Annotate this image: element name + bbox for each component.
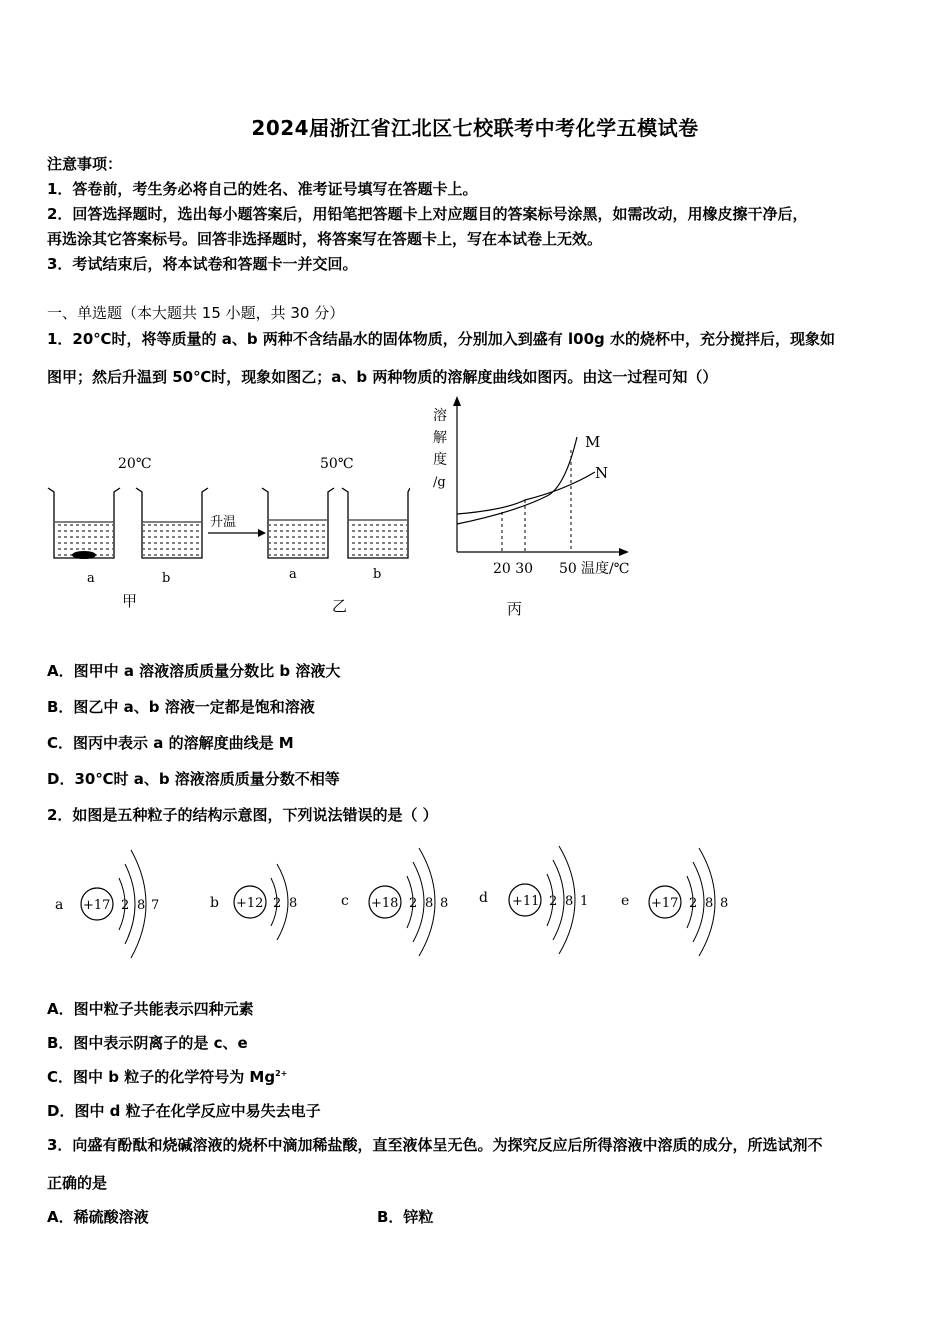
label-b-jia: b [162, 571, 171, 586]
label-a-jia: a [87, 571, 95, 586]
curve-M [457, 437, 577, 524]
label-a-yi: a [289, 567, 297, 582]
q1-option-b: B．图乙中 a、b 溶液一定都是饱和溶液 [47, 698, 315, 716]
particle-e-shell-2: 8 [705, 896, 714, 911]
particle-a-shell-3: 7 [151, 898, 160, 913]
notice-item-2b: 再选涂其它答案标号。回答非选择题时，将答案写在答题卡上，写在本试卷上无效。 [47, 230, 603, 248]
particle-c-shell-3: 8 [440, 896, 449, 911]
ylabel-char-4: /g [433, 475, 446, 490]
page-title: 2024届浙江省江北区七校联考中考化学五模试卷 [251, 116, 699, 140]
ylabel-char-3: 度 [433, 452, 447, 468]
particle-a-shell-1: 2 [121, 898, 130, 913]
section-heading: 一、单选题（本大题共 15 小题，共 30 分） [47, 304, 345, 322]
particle-c-shell-1: 2 [409, 896, 418, 911]
q2-particles-figure [45, 840, 745, 965]
q3-option-b: B．锌粒 [377, 1208, 434, 1226]
q1-option-a: A．图甲中 a 溶液溶质质量分数比 b 溶液大 [47, 662, 341, 680]
undissolved-solid [72, 551, 96, 559]
y-axis-label [433, 407, 447, 490]
arrow-label: 升温 [210, 515, 237, 530]
particle-e-shell-3: 8 [720, 896, 729, 911]
particle-e-label: e [621, 893, 630, 909]
particle-c-shell-2: 8 [425, 896, 434, 911]
particle-d-label: d [479, 890, 488, 906]
q3-stem-line2: 正确的是 [47, 1174, 108, 1192]
label-bing: 丙 [507, 600, 523, 618]
particle-c-label: c [341, 893, 349, 909]
q3-option-a: A．稀硫酸溶液 [47, 1208, 149, 1226]
particle-b [210, 864, 297, 940]
particle-e-charge: +17 [651, 896, 679, 911]
x-axis-arrow [619, 548, 629, 556]
particle-c-charge: +18 [371, 896, 399, 911]
q1-stem-line2: 图甲；然后升温到 50℃时，现象如图乙；a、b 两种物质的溶解度曲线如图丙。由这一过程可知（） [47, 368, 718, 386]
q1-option-c: C．图丙中表示 a 的溶解度曲线是 M [47, 734, 294, 752]
curve-N-label: N [595, 464, 609, 482]
q3-stem-line1: 3．向盛有酚酞和烧碱溶液的烧杯中滴加稀盐酸，直至液体呈无色。为探究反应后所得溶液中溶质的成分，所选试剂不 [47, 1136, 823, 1154]
particle-a-charge: +17 [83, 898, 111, 913]
particle-d-shell-1: 2 [549, 894, 558, 909]
q2-option-a: A．图中粒子共能表示四种元素 [47, 1000, 254, 1018]
beaker-b-jia [136, 488, 208, 558]
particle-d-shell-3: 1 [580, 894, 589, 909]
q2-option-c-charge: 2+ [275, 1069, 288, 1078]
ylabel-char-1: 溶 [433, 408, 447, 424]
x-axis-label: 温度/℃ [581, 561, 630, 577]
q1-beakers-figure [40, 450, 410, 620]
q2-stem: 2．如图是五种粒子的结构示意图，下列说法错误的是（ ） [47, 806, 438, 824]
particle-d-charge: +11 [512, 894, 540, 909]
heating-arrow [208, 515, 266, 537]
particle-e-shell-1: 2 [689, 896, 698, 911]
y-axis-arrow [453, 396, 461, 406]
q2-option-b: B．图中表示阴离子的是 c、e [47, 1034, 248, 1052]
particle-a-shell-2: 8 [137, 898, 146, 913]
curve-N [457, 472, 595, 514]
label-b-yi: b [373, 567, 382, 582]
particle-a-label: a [55, 897, 64, 913]
particle-b-charge: +12 [236, 896, 264, 911]
q2-option-c [47, 1066, 287, 1087]
particle-b-shell-2: 8 [289, 896, 298, 911]
q1-option-d: D．30℃时 a、b 溶液溶质质量分数不相等 [47, 770, 340, 788]
particle-d [479, 846, 588, 954]
particle-b-shell-1: 2 [273, 896, 282, 911]
x-tick-50: 50 [559, 561, 577, 577]
beaker-b-yi [342, 488, 410, 558]
x-tick-20-30: 20 30 [493, 561, 534, 577]
particle-b-label: b [210, 895, 219, 911]
ylabel-char-2: 解 [433, 430, 447, 446]
label-temp-50: 50℃ [320, 456, 354, 472]
notice-heading: 注意事项： [47, 155, 123, 173]
curve-M-label: M [585, 433, 601, 451]
label-jia: 甲 [122, 592, 138, 610]
label-yi: 乙 [332, 597, 348, 615]
notice-item-2a: 2．回答选择题时，选出每小题答案后，用铅笔把答题卡上对应题目的答案标号涂黑，如需改动，用橡皮擦干净后， [47, 205, 808, 223]
q2-option-d: D．图中 d 粒子在化学反应中易失去电子 [47, 1102, 321, 1120]
particle-d-shell-2: 8 [565, 894, 574, 909]
q2-option-c-text: C．图中 b 粒子的化学符号为 Mg [47, 1068, 276, 1086]
particle-e [621, 848, 728, 956]
q1-solubility-chart [425, 392, 645, 622]
particle-a [55, 850, 159, 958]
particle-c [341, 848, 448, 956]
beaker-a-jia [48, 488, 120, 559]
notice-item-1: 1．答卷前，考生务必将自己的姓名、准考证号填写在答题卡上。 [47, 180, 478, 198]
notice-item-3: 3．考试结束后，将本试卷和答题卡一并交回。 [47, 255, 358, 273]
beaker-a-yi [262, 488, 334, 558]
label-temp-20: 20℃ [118, 456, 152, 472]
q1-stem-line1: 1．20℃时，将等质量的 a、b 两种不含结晶水的固体物质，分别加入到盛有 l00g 水的烧杯中，充分搅拌后，现象如 [47, 330, 835, 348]
